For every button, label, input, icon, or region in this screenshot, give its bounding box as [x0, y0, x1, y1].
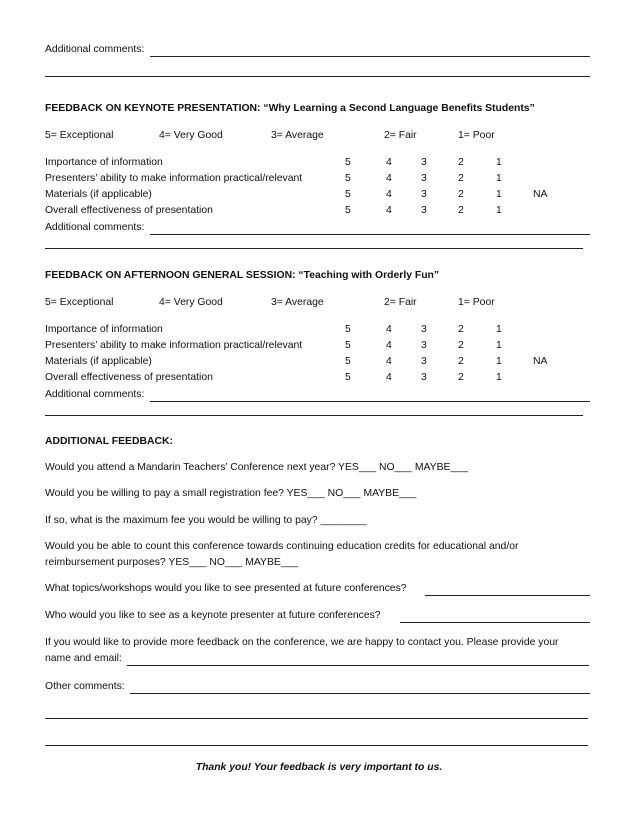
- rating-option-3[interactable]: 3: [421, 157, 427, 168]
- rating-option-2[interactable]: 2: [458, 157, 464, 168]
- rating-option-4[interactable]: 4: [386, 356, 392, 367]
- rating-option-3[interactable]: 3: [421, 340, 427, 351]
- question-keynote-presenter: Who would you like to see as a keynote presenter at future conferences?: [45, 610, 381, 621]
- rating-option-4[interactable]: 4: [386, 157, 392, 168]
- rating-option-5[interactable]: 5: [345, 372, 351, 383]
- criterion-label: Overall effectiveness of presentation: [45, 372, 213, 383]
- scale-4: 4= Very Good: [159, 297, 223, 308]
- keynote-row-2: [45, 189, 605, 203]
- scale-5: 5= Exceptional: [45, 130, 114, 141]
- keynote-scale-legend: [45, 130, 605, 144]
- scale-1: 1= Poor: [458, 297, 495, 308]
- rating-option-2[interactable]: 2: [458, 372, 464, 383]
- rating-option-1[interactable]: 1: [496, 324, 502, 335]
- afternoon-row-0: [45, 324, 605, 338]
- rating-option-3[interactable]: 3: [421, 205, 427, 216]
- rating-option-3[interactable]: 3: [421, 189, 427, 200]
- scale-3: 3= Average: [271, 130, 324, 141]
- other-comments-field-line2[interactable]: [45, 718, 588, 719]
- question-attend-next-year[interactable]: Would you attend a Mandarin Teachers’ Conference next year? YES___ NO___ MAYBE___: [45, 462, 468, 473]
- rating-option-2[interactable]: 2: [458, 173, 464, 184]
- rating-option-3[interactable]: 3: [421, 324, 427, 335]
- rating-option-5[interactable]: 5: [345, 356, 351, 367]
- afternoon-heading: FEEDBACK ON AFTERNOON GENERAL SESSION: “Teaching with Orderly Fun”: [45, 270, 440, 281]
- rating-option-5[interactable]: 5: [345, 205, 351, 216]
- rating-option-5[interactable]: 5: [345, 324, 351, 335]
- keynote-comments-field[interactable]: [150, 234, 590, 235]
- question-contact-info: If you would like to provide more feedback on the conference, we are happy to contact you. Please provide your: [45, 637, 559, 648]
- question-education-credits-answers[interactable]: reimbursement purposes? YES___ NO___ MAYBE___: [45, 557, 299, 568]
- rating-option-3[interactable]: 3: [421, 372, 427, 383]
- criterion-label: Materials (if applicable): [45, 356, 152, 367]
- rating-option-1[interactable]: 1: [496, 372, 502, 383]
- additional-heading: ADDITIONAL FEEDBACK:: [45, 436, 173, 447]
- rating-option-4[interactable]: 4: [386, 205, 392, 216]
- afternoon-comments-field[interactable]: [150, 401, 590, 402]
- top-comments-label: Additional comments:: [45, 44, 145, 55]
- keynote-row-3: [45, 205, 605, 219]
- future-topics-field[interactable]: [425, 595, 590, 596]
- afternoon-comments-label: Additional comments:: [45, 389, 145, 400]
- top-comments-field[interactable]: [150, 56, 590, 57]
- criterion-label: Importance of information: [45, 157, 163, 168]
- top-comments-field-line2[interactable]: [45, 76, 590, 77]
- other-comments-field-line3[interactable]: [45, 745, 588, 746]
- rating-option-3[interactable]: 3: [421, 173, 427, 184]
- scale-1: 1= Poor: [458, 130, 495, 141]
- rating-option-1[interactable]: 1: [496, 356, 502, 367]
- criterion-label: Presenters’ ability to make information practical/relevant: [45, 173, 303, 184]
- keynote-row-1: [45, 173, 605, 187]
- scale-2: 2= Fair: [384, 130, 417, 141]
- rating-option-1[interactable]: 1: [496, 340, 502, 351]
- keynote-comments-label: Additional comments:: [45, 222, 145, 233]
- rating-option-5[interactable]: 5: [345, 173, 351, 184]
- keynote-comments-field-line2[interactable]: [45, 248, 583, 249]
- rating-option-4[interactable]: 4: [386, 324, 392, 335]
- rating-option-1[interactable]: 1: [496, 205, 502, 216]
- scale-3: 3= Average: [271, 297, 324, 308]
- rating-option-na[interactable]: NA: [533, 356, 548, 367]
- question-education-credits: Would you be able to count this conference towards continuing education credits for educational and/or: [45, 541, 519, 552]
- rating-option-5[interactable]: 5: [345, 189, 351, 200]
- afternoon-row-2: [45, 356, 605, 370]
- other-comments-label: Other comments:: [45, 681, 125, 692]
- rating-option-2[interactable]: 2: [458, 205, 464, 216]
- rating-option-na[interactable]: NA: [533, 189, 548, 200]
- rating-option-2[interactable]: 2: [458, 340, 464, 351]
- criterion-label: Importance of information: [45, 324, 163, 335]
- thank-you-message: Thank you! Your feedback is very important to us.: [195, 762, 443, 773]
- contact-info-label: name and email:: [45, 653, 122, 664]
- rating-option-4[interactable]: 4: [386, 189, 392, 200]
- rating-option-2[interactable]: 2: [458, 356, 464, 367]
- scale-4: 4= Very Good: [159, 130, 223, 141]
- rating-option-2[interactable]: 2: [458, 324, 464, 335]
- rating-option-1[interactable]: 1: [496, 173, 502, 184]
- rating-option-5[interactable]: 5: [345, 340, 351, 351]
- afternoon-row-1: [45, 340, 605, 354]
- scale-2: 2= Fair: [384, 297, 417, 308]
- question-registration-fee[interactable]: Would you be willing to pay a small registration fee? YES___ NO___ MAYBE___: [45, 488, 417, 499]
- keynote-heading: FEEDBACK ON KEYNOTE PRESENTATION: “Why Learning a Second Language Benefits Students”: [45, 103, 535, 114]
- question-maximum-fee[interactable]: If so, what is the maximum fee you would be willing to pay? ________: [45, 515, 367, 526]
- afternoon-comments-field-line2[interactable]: [45, 415, 583, 416]
- rating-option-1[interactable]: 1: [496, 157, 502, 168]
- rating-option-4[interactable]: 4: [386, 173, 392, 184]
- scale-5: 5= Exceptional: [45, 297, 114, 308]
- afternoon-scale-legend: [45, 297, 605, 311]
- criterion-label: Overall effectiveness of presentation: [45, 205, 213, 216]
- criterion-label: Materials (if applicable): [45, 189, 152, 200]
- rating-option-4[interactable]: 4: [386, 372, 392, 383]
- contact-info-field[interactable]: [127, 665, 589, 666]
- other-comments-field[interactable]: [130, 693, 590, 694]
- rating-option-2[interactable]: 2: [458, 189, 464, 200]
- criterion-label: Presenters’ ability to make information practical/relevant: [45, 340, 303, 351]
- afternoon-row-3: [45, 372, 605, 386]
- keynote-presenter-field[interactable]: [400, 622, 590, 623]
- rating-option-1[interactable]: 1: [496, 189, 502, 200]
- rating-option-3[interactable]: 3: [421, 356, 427, 367]
- question-future-topics: What topics/workshops would you like to see presented at future conferences?: [45, 583, 407, 594]
- keynote-row-0: [45, 157, 605, 171]
- rating-option-4[interactable]: 4: [386, 340, 392, 351]
- rating-option-5[interactable]: 5: [345, 157, 351, 168]
